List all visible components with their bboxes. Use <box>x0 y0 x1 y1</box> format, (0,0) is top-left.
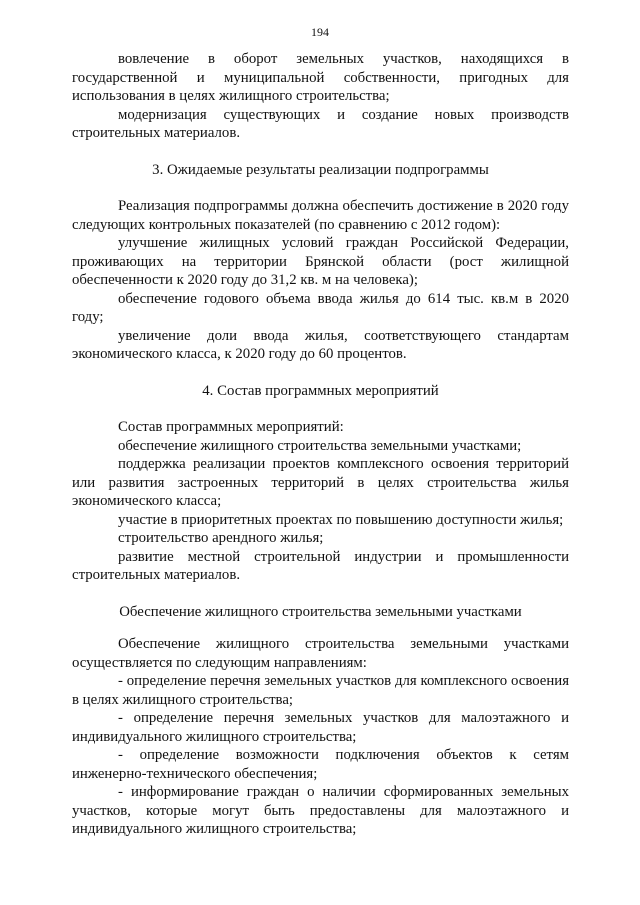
list-item: - определение перечня земельных участков для малоэтажного и индивидуального жилищного строительства; <box>72 710 569 745</box>
spacer <box>72 400 569 418</box>
subsection-heading: Обеспечение жилищного строительства земельными участками <box>119 603 522 620</box>
paragraph: увеличение доли ввода жилья, соответствующего стандартам экономического класса, к 2020 году до 60 процентов. <box>72 327 569 362</box>
section-heading: 4. Состав программных мероприятий <box>202 382 439 399</box>
paragraph: улучшение жилищных условий граждан Российской Федерации, проживающих на территории Брянской области (рост жилищной обеспеченности к 2020 году до 31,2 кв. м на человека); <box>72 235 569 288</box>
spacer <box>72 364 569 382</box>
list-item: - определение перечня земельных участков для комплексного освоения в целях жилищного строительства; <box>72 673 569 708</box>
paragraph: развитие местной строительной индустрии и промышленности строительных материалов. <box>72 548 569 583</box>
paragraph: Состав программных мероприятий: <box>118 419 344 435</box>
document-body <box>72 50 569 839</box>
list-item: - информирование граждан о наличии сформированных земельных участков, которые могут быть предоставлены для малоэтажного и индивидуального жилищного строительства; <box>72 784 569 837</box>
paragraph: обеспечение годового объема ввода жилья до 614 тыс. кв.м в 2020 году; <box>72 290 569 325</box>
spacer <box>72 179 569 197</box>
section-heading: 3. Ожидаемые результаты реализации подпрограммы <box>152 161 489 178</box>
paragraph: участие в приоритетных проектах по повышению доступности жилья; <box>118 511 564 528</box>
spacer <box>72 621 569 635</box>
paragraph: поддержка реализации проектов комплексного освоения территорий или развития застроенных территорий в целях строительства жилья экономического класса; <box>72 456 569 509</box>
paragraph: модернизация существующих и создание новых производств строительных материалов. <box>72 106 569 141</box>
spacer <box>72 585 569 603</box>
page-number: 194 <box>311 25 329 39</box>
paragraph: строительство арендного жилья; <box>118 530 324 546</box>
paragraph: обеспечение жилищного строительства земельными участками; <box>118 437 522 454</box>
paragraph: Реализация подпрограммы должна обеспечить достижение в 2020 году следующих контрольных показателей (по сравнению с 2012 годом): <box>72 198 569 233</box>
paragraph: Обеспечение жилищного строительства земельными участками осуществляется по следующим направлениям: <box>72 636 569 671</box>
paragraph: вовлечение в оборот земельных участков, находящихся в государственной и муниципальной собственности, пригодных для использования в целях жилищного строительства; <box>72 51 569 104</box>
list-item: - определение возможности подключения объектов к сетям инженерно-технического обеспечения; <box>72 747 569 782</box>
spacer <box>72 143 569 161</box>
